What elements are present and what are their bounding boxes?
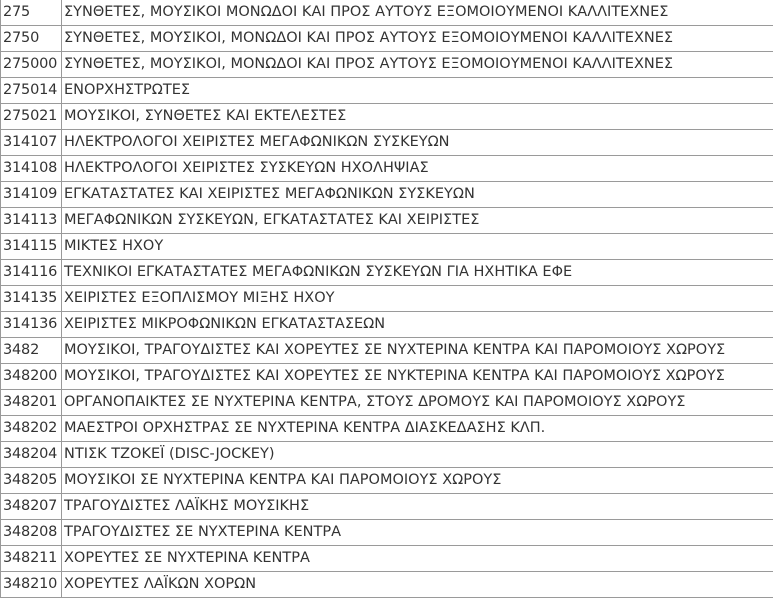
table-row xyxy=(1,78,773,104)
description-cell: ΜΟΥΣΙΚΟΙ, ΤΡΑΓΟΥΔΙΣΤΕΣ ΚΑΙ ΧΟΡΕΥΤΕΣ ΣΕ ΝΥΧΤΕΡΙΝΑ ΚΕΝΤΡΑ ΚΑΙ ΠΑΡΟΜΟΙΟΥΣ ΧΩΡΟΥΣ xyxy=(62,338,773,364)
table-row xyxy=(1,104,773,130)
description-cell: ΜΟΥΣΙΚΟΙ, ΣΥΝΘΕΤΕΣ ΚΑΙ ΕΚΤΕΛΕΣΤΕΣ xyxy=(62,104,773,130)
code-cell: 314108 xyxy=(1,156,62,182)
table-row xyxy=(1,52,773,78)
code-cell: 314109 xyxy=(1,182,62,208)
description-cell: ΜΕΓΑΦΩΝΙΚΩΝ ΣΥΣΚΕΥΩΝ, ΕΓΚΑΤΑΣΤΑΤΕΣ ΚΑΙ ΧΕΙΡΙΣΤΕΣ xyxy=(62,208,773,234)
table-row xyxy=(1,468,773,494)
table-row xyxy=(1,0,773,26)
table-row xyxy=(1,156,773,182)
description-cell: ΣΥΝΘΕΤΕΣ, ΜΟΥΣΙΚΟΙ ΜΟΝΩΔΟΙ ΚΑΙ ΠΡΟΣ ΑΥΤΟΥΣ ΕΞΟΜΟΙΟΥΜΕΝΟΙ ΚΑΛΛΙΤΕΧΝΕΣ xyxy=(62,0,773,26)
code-cell: 3482 xyxy=(1,338,62,364)
table-row xyxy=(1,182,773,208)
description-cell: ΗΛΕΚΤΡΟΛΟΓΟΙ ΧΕΙΡΙΣΤΕΣ ΜΕΓΑΦΩΝΙΚΩΝ ΣΥΣΚΕΥΩΝ xyxy=(62,130,773,156)
table-row xyxy=(1,572,773,598)
code-cell: 348207 xyxy=(1,494,62,520)
description-cell: ΜΟΥΣΙΚΟΙ ΣΕ ΝΥΧΤΕΡΙΝΑ ΚΕΝΤΡΑ ΚΑΙ ΠΑΡΟΜΟΙΟΥΣ ΧΩΡΟΥΣ xyxy=(62,468,773,494)
table-row xyxy=(1,208,773,234)
code-cell: 314135 xyxy=(1,286,62,312)
table-row xyxy=(1,234,773,260)
table-row xyxy=(1,546,773,572)
description-cell: ΧΕΙΡΙΣΤΕΣ ΜΙΚΡΟΦΩΝΙΚΩΝ ΕΓΚΑΤΑΣΤΑΣΕΩΝ xyxy=(62,312,773,338)
code-cell: 314107 xyxy=(1,130,62,156)
description-cell: ΧΟΡΕΥΤΕΣ ΣΕ ΝΥΧΤΕΡΙΝΑ ΚΕΝΤΡΑ xyxy=(62,546,773,572)
table-row xyxy=(1,26,773,52)
description-cell: ΕΝΟΡΧΗΣΤΡΩΤΕΣ xyxy=(62,78,773,104)
table-row xyxy=(1,364,773,390)
description-cell: ΜΙΚΤΕΣ ΗΧΟΥ xyxy=(62,234,773,260)
code-cell: 275021 xyxy=(1,104,62,130)
description-cell: ΣΥΝΘΕΤΕΣ, ΜΟΥΣΙΚΟΙ, ΜΟΝΩΔΟΙ ΚΑΙ ΠΡΟΣ ΑΥΤΟΥΣ ΕΞΟΜΟΙΟΥΜΕΝΟΙ ΚΑΛΛΙΤΕΧΝΕΣ xyxy=(62,52,773,78)
description-cell: ΕΓΚΑΤΑΣΤΑΤΕΣ ΚΑΙ ΧΕΙΡΙΣΤΕΣ ΜΕΓΑΦΩΝΙΚΩΝ ΣΥΣΚΕΥΩΝ xyxy=(62,182,773,208)
description-cell: ΧΕΙΡΙΣΤΕΣ ΕΞΟΠΛΙΣΜΟΥ ΜΙΞΗΣ ΗΧΟΥ xyxy=(62,286,773,312)
description-cell: ΤΡΑΓΟΥΔΙΣΤΕΣ ΛΑΪΚΗΣ ΜΟΥΣΙΚΗΣ xyxy=(62,494,773,520)
description-cell: ΜΟΥΣΙΚΟΙ, ΤΡΑΓΟΥΔΙΣΤΕΣ ΚΑΙ ΧΟΡΕΥΤΕΣ ΣΕ ΝΥΚΤΕΡΙΝΑ ΚΕΝΤΡΑ ΚΑΙ ΠΑΡΟΜΟΙΟΥΣ ΧΩΡΟΥΣ xyxy=(62,364,773,390)
description-cell: ΟΡΓΑΝΟΠΑΙΚΤΕΣ ΣΕ ΝΥΧΤΕΡΙΝΑ ΚΕΝΤΡΑ, ΣΤΟΥΣ ΔΡΟΜΟΥΣ ΚΑΙ ΠΑΡΟΜΟΙΟΥΣ ΧΩΡΟΥΣ xyxy=(62,390,773,416)
code-cell: 348210 xyxy=(1,572,62,598)
table-row xyxy=(1,416,773,442)
table-body xyxy=(1,0,773,598)
code-cell: 314136 xyxy=(1,312,62,338)
table-row xyxy=(1,130,773,156)
code-cell: 348200 xyxy=(1,364,62,390)
table-row xyxy=(1,390,773,416)
code-cell: 348205 xyxy=(1,468,62,494)
code-cell: 314115 xyxy=(1,234,62,260)
table-row xyxy=(1,312,773,338)
table-row xyxy=(1,494,773,520)
code-cell: 2750 xyxy=(1,26,62,52)
table-row xyxy=(1,338,773,364)
code-cell: 348202 xyxy=(1,416,62,442)
code-cell: 348201 xyxy=(1,390,62,416)
table-row xyxy=(1,286,773,312)
table-row xyxy=(1,260,773,286)
description-cell: ΗΛΕΚΤΡΟΛΟΓΟΙ ΧΕΙΡΙΣΤΕΣ ΣΥΣΚΕΥΩΝ ΗΧΟΛΗΨΙΑΣ xyxy=(62,156,773,182)
description-cell: ΤΕΧΝΙΚΟΙ ΕΓΚΑΤΑΣΤΑΤΕΣ ΜΕΓΑΦΩΝΙΚΩΝ ΣΥΣΚΕΥΩΝ ΓΙΑ ΗΧΗΤΙΚΑ ΕΦΕ xyxy=(62,260,773,286)
code-cell: 275000 xyxy=(1,52,62,78)
description-cell: ΜΑΕΣΤΡΟΙ ΟΡΧΗΣΤΡΑΣ ΣΕ ΝΥΧΤΕΡΙΝΑ ΚΕΝΤΡΑ ΔΙΑΣΚΕΔΑΣΗΣ ΚΛΠ. xyxy=(62,416,773,442)
table-row xyxy=(1,520,773,546)
code-cell: 275 xyxy=(1,0,62,26)
table-row xyxy=(1,442,773,468)
code-cell: 314116 xyxy=(1,260,62,286)
description-cell: ΧΟΡΕΥΤΕΣ ΛΑΪΚΩΝ ΧΟΡΩΝ xyxy=(62,572,773,598)
description-cell: ΣΥΝΘΕΤΕΣ, ΜΟΥΣΙΚΟΙ, ΜΟΝΩΔΟΙ ΚΑΙ ΠΡΟΣ ΑΥΤΟΥΣ ΕΞΟΜΟΙΟΥΜΕΝΟΙ ΚΑΛΛΙΤΕΧΝΕΣ xyxy=(62,26,773,52)
code-cell: 348208 xyxy=(1,520,62,546)
code-cell: 314113 xyxy=(1,208,62,234)
description-cell: ΤΡΑΓΟΥΔΙΣΤΕΣ ΣΕ ΝΥΧΤΕΡΙΝΑ ΚΕΝΤΡΑ xyxy=(62,520,773,546)
description-cell: ΝΤΙΣΚ ΤΖΟΚΕΪ (DISC-JOCKEY) xyxy=(62,442,773,468)
code-cell: 348204 xyxy=(1,442,62,468)
code-cell: 348211 xyxy=(1,546,62,572)
code-cell: 275014 xyxy=(1,78,62,104)
